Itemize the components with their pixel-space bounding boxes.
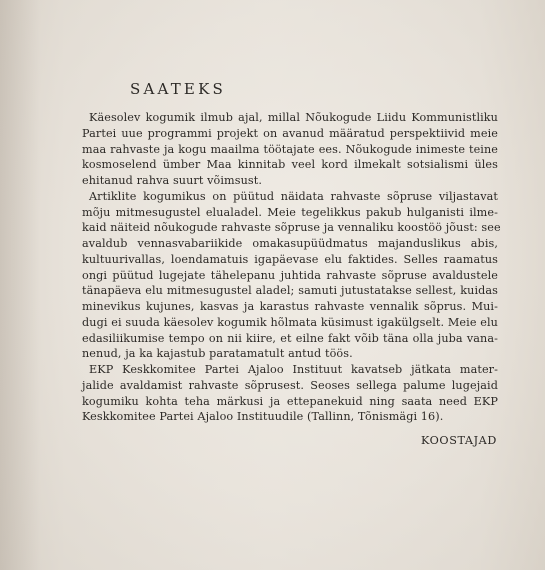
text-line: Artiklite kogumikus on püütud näidata rahvaste sõpruse viljastavat (89, 189, 498, 203)
text-line: avaldub vennasvabariikide omakasupüüdmatus majanduslikus abis, (82, 237, 498, 250)
text-line: kosmoselend ümber Maa kinnitab veel kord ilmekalt sotsialismi üles (82, 158, 498, 172)
text-line: EKP Keskkomitee Partei Ajaloo Instituut kavatseb jätkata mater- (89, 363, 498, 376)
text-line: Partei uue programmi projekt on avanud määratud perspektiivid meie (82, 126, 498, 140)
signature: KOOSTAJAD (421, 434, 497, 447)
body-text (82, 110, 501, 425)
text-line: Käesolev kogumik ilmub ajal, millal Nõukogude Liidu Kommunistliku (89, 111, 498, 124)
text-line: kultuurivallas, loendamatuis igapäevase elu faktides. Selles raamatus (82, 252, 498, 266)
page-title: SAATEKS (130, 80, 226, 98)
text-line: kaid näiteid nõukogude rahvaste sõpruse ja vennaliku koostöö jõust: see (82, 221, 501, 235)
text-line: mõju mitmesugustel elualadel. Meie tegelikkus pakub hulganisti ilme- (82, 205, 498, 219)
page-shadow (0, 0, 40, 570)
text-line: ehitanud rahva suurt võimsust. (82, 174, 263, 187)
text-line: maa rahvaste ja kogu maailma töötajate ees. Nõukogude inimeste teine (82, 142, 498, 156)
text-line: kogumiku kohta teha märkusi ja ettepanekuid ning saata need EKP (82, 394, 498, 408)
text-line: jalide avaldamist rahvaste sõprusest. Seoses sellega palume lugejaid (82, 378, 498, 392)
text-line: ongi püütud lugejate tähelepanu juhtida rahvaste sõpruse avaldustele (82, 268, 498, 282)
text-line: edasiliikumise tempo on nii kiire, et eilne fakt võib täna olla juba vana- (82, 331, 498, 345)
text-line: dugi ei suuda käesolev kogumik hõlmata küsimust igakülgselt. Meie elu (82, 315, 498, 329)
text-line: tänapäeva elu mitmesugustel aladel; samuti jutustatakse sellest, kuidas (82, 284, 498, 298)
text-line: nenud, ja ka kajastub paratamatult antud töös. (82, 347, 353, 361)
text-line: Keskkomitee Partei Ajaloo Instituudile (Tallinn, Tõnismägi 16). (82, 410, 444, 424)
text-line: minevikus kujunes, kasvas ja karastus rahvaste vennalik sõprus. Mui- (82, 300, 498, 313)
